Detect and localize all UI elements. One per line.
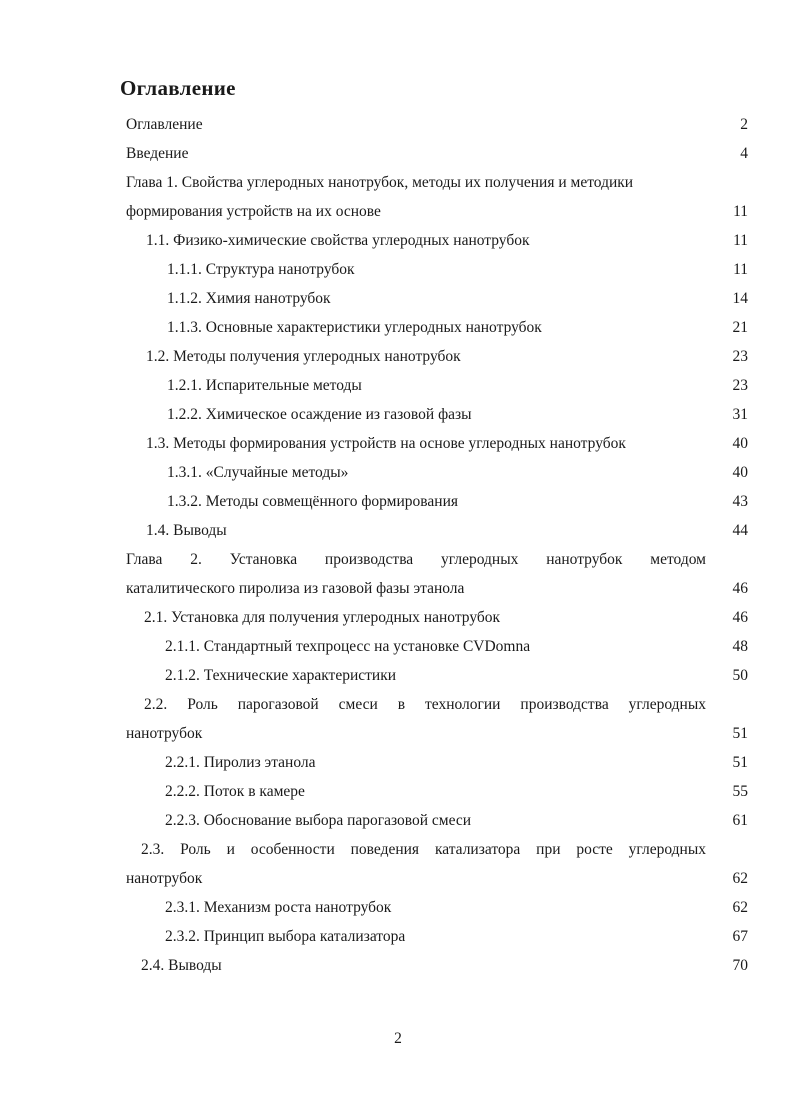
toc-entry-text: 1.3. Методы формирования устройств на основе углеродных нанотрубок (146, 435, 626, 452)
toc-entry-page: 48 (732, 638, 748, 655)
toc-row (0, 748, 796, 777)
toc-row (0, 429, 796, 458)
toc-entry-text: 1.3.2. Методы совмещённого формирования (167, 493, 459, 510)
toc-row (0, 139, 796, 168)
toc-entry-page: 51 (732, 754, 748, 771)
toc-entry-page: 40 (732, 435, 748, 452)
toc-entry-page: 51 (732, 725, 748, 742)
toc-row (0, 284, 796, 313)
toc-entry-text: каталитического пиролиза из газовой фазы этанола (126, 580, 465, 597)
toc-row (0, 487, 796, 516)
toc-entry-page: 21 (732, 319, 748, 336)
toc-entry-text: 2.2.2. Поток в камере (165, 783, 305, 800)
toc-row (0, 632, 796, 661)
toc-entry-text: Глава 1. Свойства углеродных нанотрубок, методы их получения и методики (126, 174, 634, 191)
toc-row (0, 661, 796, 690)
toc-row (0, 255, 796, 284)
toc-row (0, 110, 796, 139)
toc-entry-text: 1.4. Выводы (146, 522, 227, 539)
toc-entry-page: 44 (732, 522, 748, 539)
toc-row (0, 864, 796, 893)
toc-row (0, 226, 796, 255)
toc-entry-text: Введение (126, 145, 189, 162)
toc-row (0, 342, 796, 371)
toc-entry-text: 2.1.1. Стандартный техпроцесс на установке CVDomna (165, 638, 531, 655)
toc-row (0, 690, 796, 719)
toc-row (0, 371, 796, 400)
toc-entry-page: 23 (732, 348, 748, 365)
toc-entry-page: 11 (733, 261, 748, 278)
toc-row (0, 719, 796, 748)
toc-entry-text: нанотрубок (126, 870, 203, 887)
toc-entry-text: 2.2.3. Обоснование выбора парогазовой смеси (165, 812, 472, 829)
toc-entry-page: 61 (732, 812, 748, 829)
toc-row (0, 197, 796, 226)
toc-entry-text: 2.2.1. Пиролиз этанола (165, 754, 316, 771)
toc-row (0, 893, 796, 922)
toc-entry-page: 2 (740, 116, 748, 133)
toc-entry-text: 1.2.1. Испарительные методы (167, 377, 362, 394)
toc-entry-text: 1.3.1. «Случайные методы» (167, 464, 349, 481)
toc-entry-page: 62 (732, 899, 748, 916)
toc-entry-page: 14 (732, 290, 748, 307)
toc-row (0, 313, 796, 342)
toc-entry-page: 67 (732, 928, 748, 945)
toc-entry-text: 1.2. Методы получения углеродных нанотрубок (146, 348, 461, 365)
toc-row (0, 603, 796, 632)
toc-row (0, 835, 796, 864)
toc-entry-text: 2.1. Установка для получения углеродных нанотрубок (144, 609, 501, 626)
toc-entry-text: 2.3.2. Принцип выбора катализатора (165, 928, 406, 945)
toc-entry-text: 1.1. Физико-химические свойства углеродных нанотрубок (146, 232, 530, 249)
toc-entry-text: Глава 2. Установка производства углеродных нанотрубок методом (126, 551, 706, 568)
toc-entry-page: 55 (732, 783, 748, 800)
toc-entry-page: 46 (732, 609, 748, 626)
toc-entry-text: 2.3.1. Механизм роста нанотрубок (165, 899, 392, 916)
toc-row (0, 951, 796, 980)
toc-entry-page: 46 (732, 580, 748, 597)
toc-entry-page: 4 (740, 145, 748, 162)
toc-entry-text: 2.1.2. Технические характеристики (165, 667, 397, 684)
toc-entry-page: 62 (732, 870, 748, 887)
toc-entry-page: 50 (732, 667, 748, 684)
page-number: 2 (394, 1030, 402, 1047)
toc-entry-page: 31 (732, 406, 748, 423)
toc-entry-page: 11 (733, 232, 748, 249)
toc-row (0, 458, 796, 487)
toc-entry-text: формирования устройств на их основе (126, 203, 381, 220)
toc-row (0, 777, 796, 806)
toc-entry-page: 70 (732, 957, 748, 974)
toc-entry-page: 43 (732, 493, 748, 510)
toc-row (0, 922, 796, 951)
toc-entry-text: 1.1.3. Основные характеристики углеродных нанотрубок (167, 319, 542, 336)
toc-entry-text: 1.1.2. Химия нанотрубок (167, 290, 331, 307)
toc-entry-text: нанотрубок (126, 725, 203, 742)
toc-row (0, 400, 796, 429)
table-of-contents (0, 110, 796, 980)
toc-entry-text: 1.2.2. Химическое осаждение из газовой фазы (167, 406, 472, 423)
toc-row (0, 168, 796, 197)
toc-entry-text: 2.4. Выводы (141, 957, 222, 974)
toc-entry-text: Оглавление (126, 116, 203, 133)
toc-row (0, 806, 796, 835)
toc-entry-page: 23 (732, 377, 748, 394)
toc-entry-text: 2.2. Роль парогазовой смеси в технологии производства углеродных (144, 696, 706, 713)
toc-row (0, 545, 796, 574)
toc-row (0, 574, 796, 603)
toc-entry-text: 1.1.1. Структура нанотрубок (167, 261, 355, 278)
toc-row (0, 516, 796, 545)
toc-entry-text: 2.3. Роль и особенности поведения катализатора при росте углеродных (141, 841, 706, 858)
toc-entry-page: 11 (733, 203, 748, 220)
toc-entry-page: 40 (732, 464, 748, 481)
page-title: Оглавление (120, 76, 236, 100)
